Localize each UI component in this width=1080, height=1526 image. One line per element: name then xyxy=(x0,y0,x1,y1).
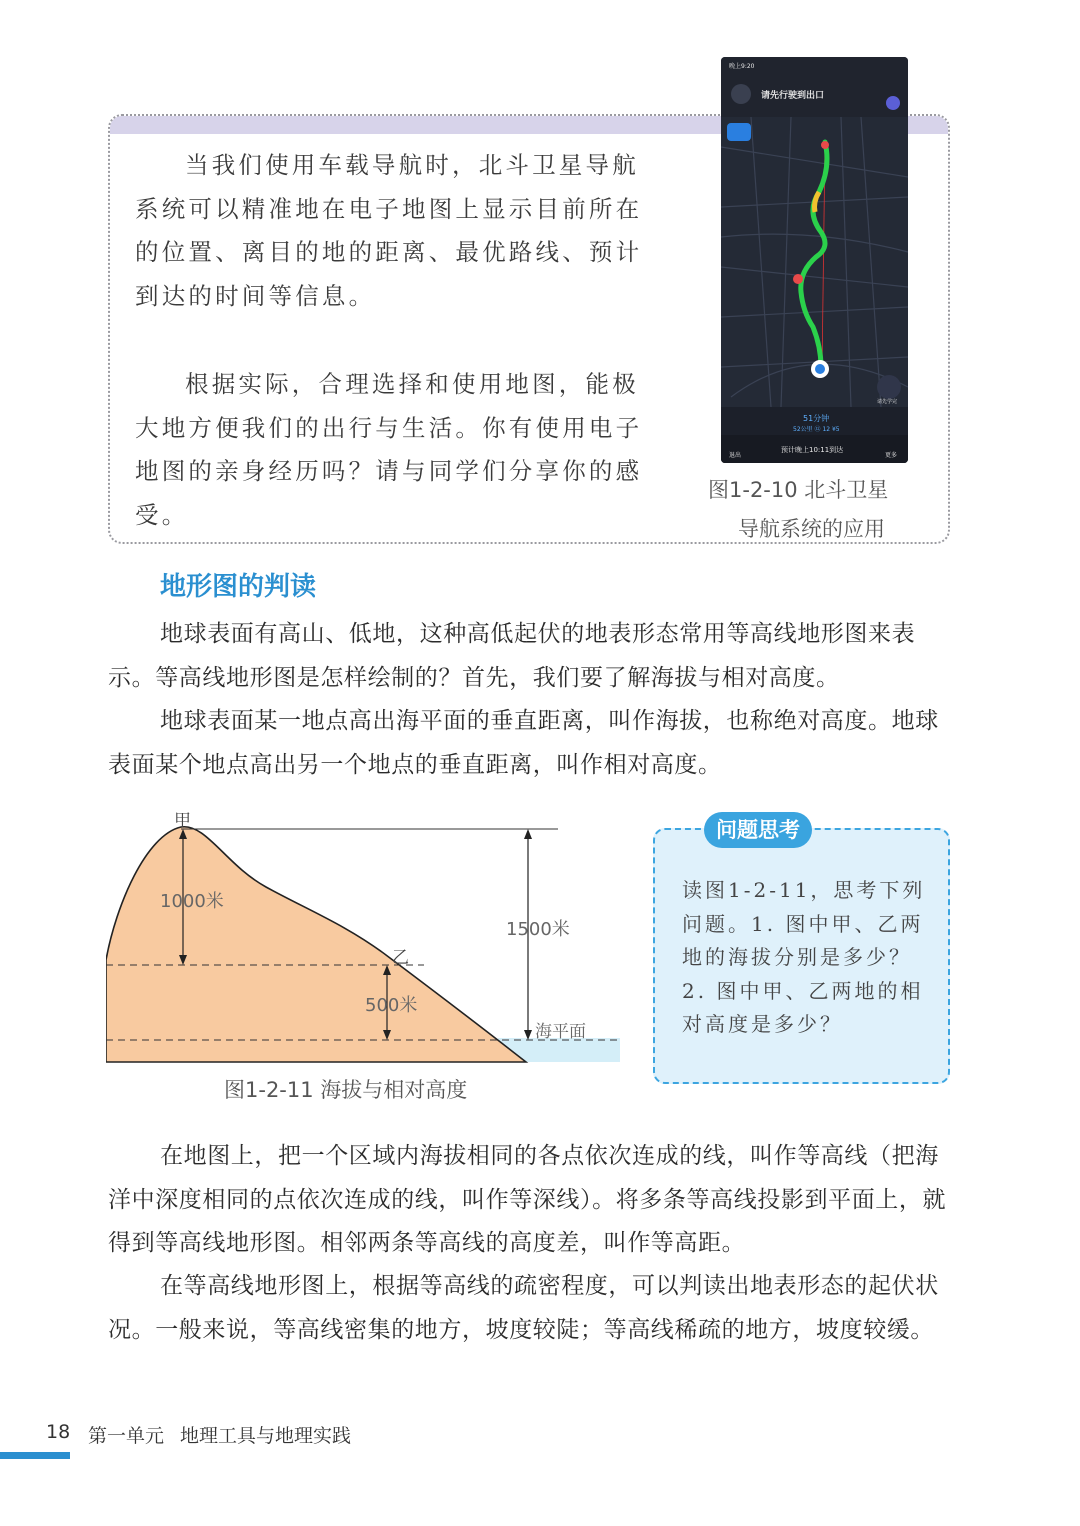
body-paragraph-2: 地球表面某一地点高出海平面的垂直距离，叫作海拔，也称绝对高度。地球表面某个地点高出另一个地点的垂直距离，叫作相对高度。 xyxy=(108,708,939,778)
label-jia: 甲 xyxy=(174,811,191,831)
footer-title: 地理工具与地理实践 xyxy=(180,1425,352,1447)
label-yi: 乙 xyxy=(392,948,409,968)
question-box-title: 问题思考 xyxy=(704,812,812,848)
phone-exit-button[interactable]: 退出 xyxy=(729,452,742,459)
section-heading: 地形图的判读 xyxy=(160,572,317,602)
footer-accent-bar xyxy=(0,1452,70,1459)
figure-1-2-11-caption: 图1-2-11 海拔与相对高度 xyxy=(224,1078,468,1102)
body-paragraph-1: 地球表面有高山、低地，这种高低起伏的地表形态常用等高线地形图来表示。等高线地形图是怎样绘制的？首先，我们要了解海拔与相对高度。 xyxy=(108,621,916,691)
question-box-text: 读图1-2-11，思考下列问题。1. 图中甲、乙两地的海拔分别是多少？2. 图中甲、乙两地的相对高度是多少？ xyxy=(682,878,926,1036)
phone-remaining-time: 51分钟 xyxy=(803,414,830,423)
footer-page-number: 18 xyxy=(46,1421,71,1443)
phone-remaining-detail: 52公里 ⑫ 12 ¥5 xyxy=(793,426,840,433)
footer-unit: 第一单元 xyxy=(88,1425,165,1447)
phone-side-label: 请先学完 xyxy=(877,399,898,405)
reading-paragraph-2: 根据实际，合理选择和使用地图，能极大地方便我们的出行与生活。你有使用电子地图的亲身经历吗？请与同学们分享你的感受。 xyxy=(135,370,643,529)
figure-1-2-10-caption-line2: 导航系统的应用 xyxy=(738,517,885,541)
reading-paragraph-1: 当我们使用车载导航时，北斗卫星导航系统可以精准地在电子地图上显示目前所在的位置、离目的地的距离、最优路线、预计到达的时间等信息。 xyxy=(135,151,643,310)
label-1500m: 1500米 xyxy=(506,919,570,940)
label-sea-level: 海平面 xyxy=(535,1022,586,1042)
navigation-phone-screenshot xyxy=(721,57,908,463)
phone-instruction: 请先行驶到出口 xyxy=(761,91,825,101)
phone-more-button[interactable]: 更多 xyxy=(885,452,898,459)
body-paragraph-4: 在等高线地形图上，根据等高线的疏密程度，可以判读出地表形态的起伏状况。一般来说，等高线密集的地方，坡度较陡；等高线稀疏的地方，坡度较缓。 xyxy=(108,1273,939,1343)
phone-eta: 预计晚上10:11到达 xyxy=(781,446,844,454)
figure-1-2-10-caption-line1: 图1-2-10 北斗卫星 xyxy=(708,478,889,502)
land-profile xyxy=(106,827,526,1062)
body-paragraph-3: 在地图上，把一个区域内海拔相同的各点依次连成的线，叫作等高线（把海洋中深度相同的点依次连成的线，叫作等深线）。将多条等高线投影到平面上，就得到等高线地形图。相邻两条等高线的高度差，叫作等高距。 xyxy=(108,1143,947,1256)
phone-status-time: 晚上9:20 xyxy=(729,63,755,70)
label-500m: 500米 xyxy=(365,995,418,1016)
label-1000m: 1000米 xyxy=(160,891,224,912)
